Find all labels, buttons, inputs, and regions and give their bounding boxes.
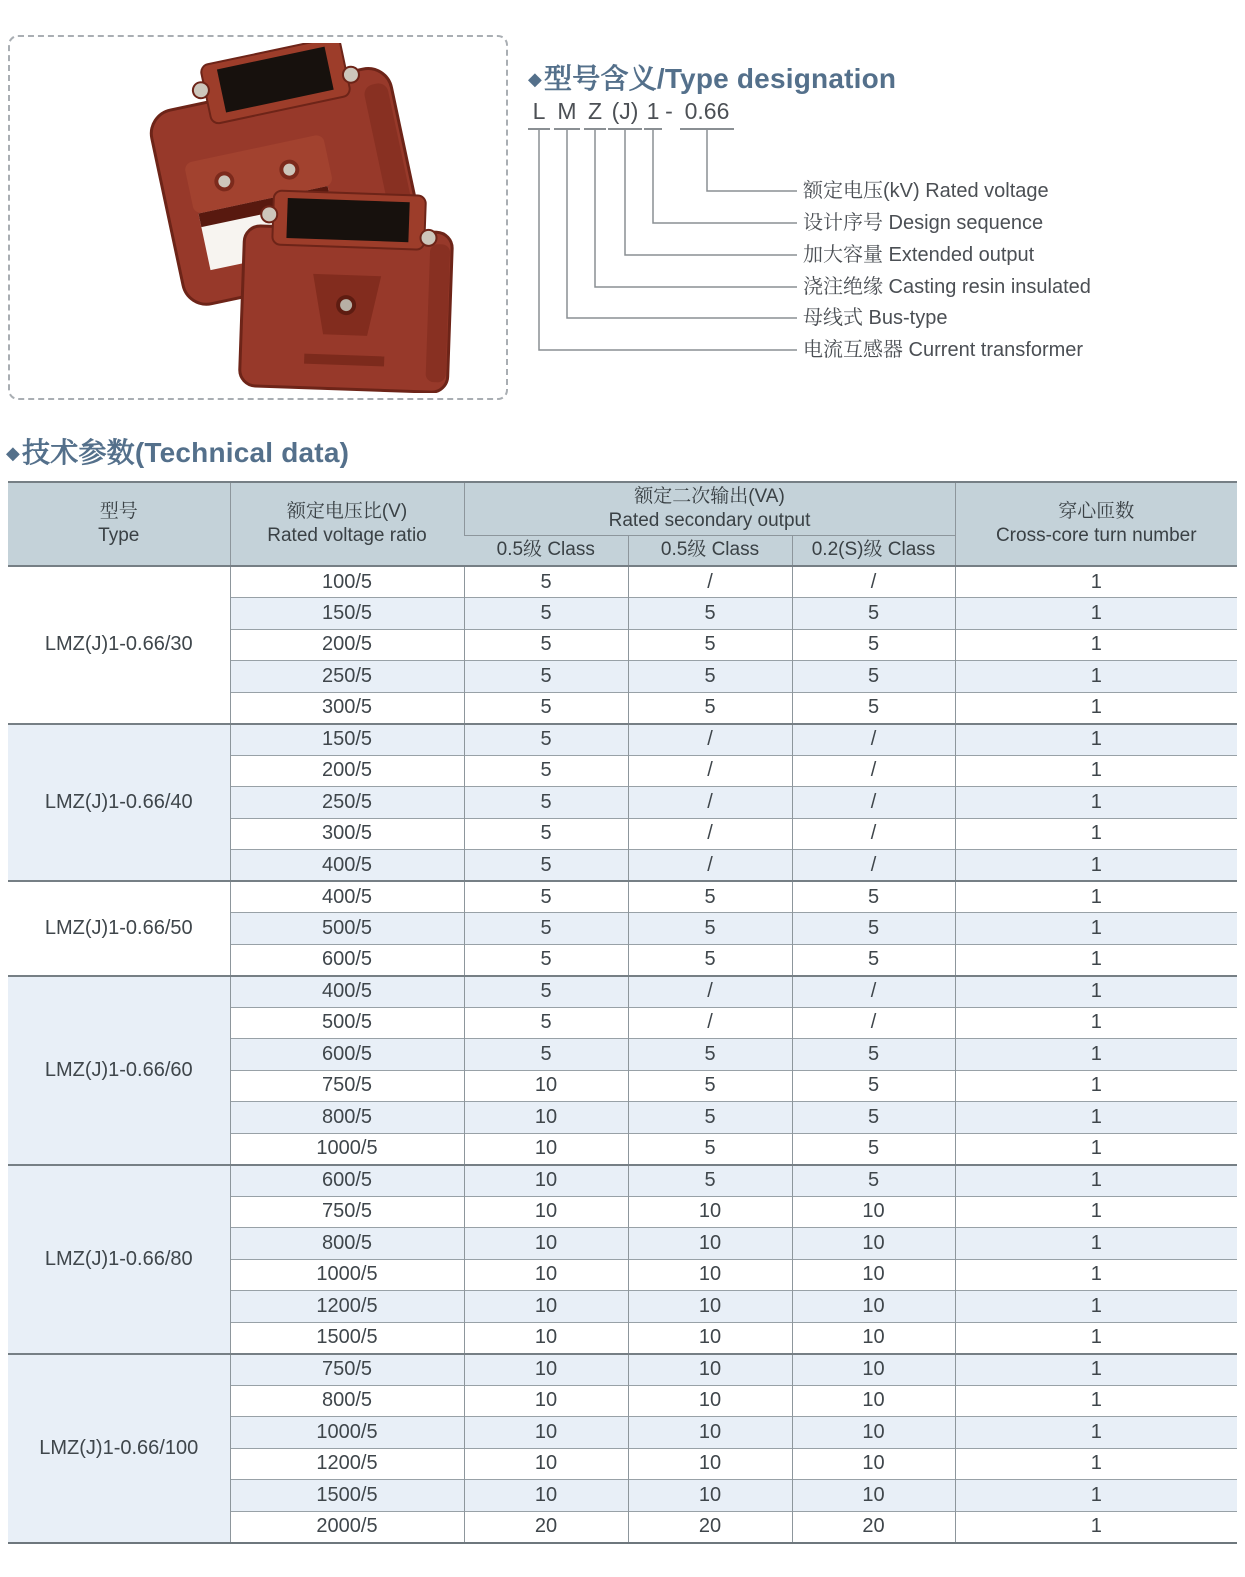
value-cell: 5	[628, 661, 792, 693]
value-cell: 5	[792, 692, 955, 724]
value-cell: /	[628, 724, 792, 756]
value-cell: /	[792, 818, 955, 850]
value-cell: 10	[464, 1133, 628, 1165]
value-cell: 10	[464, 1102, 628, 1134]
value-cell: 5	[792, 661, 955, 693]
type-code-part: 0.66	[680, 98, 734, 130]
subheader-class-1: 0.5级 Class	[464, 535, 628, 566]
header-turns: 穿心匝数 Cross-core turn number	[955, 482, 1237, 566]
value-cell: 10	[464, 1385, 628, 1417]
value-cell: 10	[628, 1354, 792, 1386]
value-cell: 5	[628, 1102, 792, 1134]
value-cell: 1	[955, 661, 1237, 693]
value-cell: 10	[464, 1354, 628, 1386]
value-cell: 10	[464, 1196, 628, 1228]
ratio-cell: 1000/5	[230, 1259, 464, 1291]
value-cell: 10	[628, 1291, 792, 1323]
ratio-cell: 100/5	[230, 566, 464, 598]
value-cell: 1	[955, 1165, 1237, 1197]
value-cell: 10	[464, 1448, 628, 1480]
type-code-label: 设计序号 Design sequence	[803, 212, 1044, 234]
value-cell: 5	[464, 913, 628, 945]
value-cell: 1	[955, 976, 1237, 1008]
ratio-cell: 500/5	[230, 913, 464, 945]
ratio-cell: 1000/5	[230, 1133, 464, 1165]
table-header	[8, 482, 1237, 566]
ratio-cell: 600/5	[230, 1165, 464, 1197]
type-code-part: M	[554, 98, 580, 130]
value-cell: 5	[628, 913, 792, 945]
value-cell: 1	[955, 1070, 1237, 1102]
value-cell: 5	[464, 1039, 628, 1071]
ratio-cell: 300/5	[230, 692, 464, 724]
value-cell: 5	[628, 1039, 792, 1071]
value-cell: /	[628, 976, 792, 1008]
value-cell: 10	[628, 1417, 792, 1449]
value-cell: 5	[792, 1102, 955, 1134]
value-cell: 1	[955, 850, 1237, 882]
value-cell: 5	[464, 818, 628, 850]
type-designation-title: 型号含义/Type designation	[544, 63, 897, 94]
diamond-icon: ◆	[6, 443, 21, 463]
value-cell: 5	[464, 850, 628, 882]
value-cell: /	[628, 566, 792, 598]
value-cell: 5	[464, 629, 628, 661]
ratio-cell: 250/5	[230, 787, 464, 819]
value-cell: 10	[628, 1228, 792, 1260]
type-cell: LMZ(J)1-0.66/50	[8, 881, 230, 976]
product-photo-frame	[8, 35, 508, 400]
ratio-cell: 2000/5	[230, 1511, 464, 1543]
value-cell: 5	[628, 598, 792, 630]
value-cell: 10	[464, 1417, 628, 1449]
value-cell: 20	[792, 1511, 955, 1543]
subheader-class-3: 0.2(S)级 Class	[792, 535, 955, 566]
type-cell: LMZ(J)1-0.66/80	[8, 1165, 230, 1354]
ratio-cell: 300/5	[230, 818, 464, 850]
value-cell: 10	[628, 1448, 792, 1480]
value-cell: 1	[955, 1228, 1237, 1260]
table-row	[8, 1165, 1237, 1197]
value-cell: 5	[792, 1133, 955, 1165]
ratio-cell: 400/5	[230, 976, 464, 1008]
ratio-cell: 750/5	[230, 1196, 464, 1228]
value-cell: 10	[464, 1259, 628, 1291]
value-cell: 10	[464, 1322, 628, 1354]
ratio-cell: 400/5	[230, 850, 464, 882]
value-cell: 10	[792, 1354, 955, 1386]
lower-transformer	[239, 190, 454, 393]
value-cell: 1	[955, 1354, 1237, 1386]
value-cell: 5	[628, 629, 792, 661]
value-cell: 5	[464, 598, 628, 630]
value-cell: 5	[628, 881, 792, 913]
ratio-cell: 750/5	[230, 1070, 464, 1102]
value-cell: /	[792, 755, 955, 787]
table-row	[8, 881, 1237, 913]
ratio-cell: 150/5	[230, 724, 464, 756]
value-cell: 1	[955, 1039, 1237, 1071]
value-cell: 1	[955, 787, 1237, 819]
value-cell: /	[792, 787, 955, 819]
value-cell: 1	[955, 818, 1237, 850]
type-code-part: 1	[644, 98, 662, 130]
ratio-cell: 800/5	[230, 1102, 464, 1134]
value-cell: 1	[955, 1196, 1237, 1228]
value-cell: 5	[792, 629, 955, 661]
value-cell: 10	[792, 1448, 955, 1480]
value-cell: 5	[464, 661, 628, 693]
value-cell: 1	[955, 1480, 1237, 1512]
value-cell: 5	[792, 1165, 955, 1197]
value-cell: 10	[464, 1070, 628, 1102]
type-cell: LMZ(J)1-0.66/60	[8, 976, 230, 1165]
value-cell: 20	[464, 1511, 628, 1543]
value-cell: 5	[628, 944, 792, 976]
value-cell: 10	[628, 1196, 792, 1228]
value-cell: 5	[464, 755, 628, 787]
value-cell: 1	[955, 629, 1237, 661]
value-cell: 1	[955, 1291, 1237, 1323]
value-cell: 10	[792, 1385, 955, 1417]
type-cell: LMZ(J)1-0.66/40	[8, 724, 230, 882]
value-cell: 5	[628, 692, 792, 724]
value-cell: 5	[464, 724, 628, 756]
table-row	[8, 724, 1237, 756]
value-cell: 5	[464, 881, 628, 913]
ratio-cell: 1200/5	[230, 1291, 464, 1323]
value-cell: 1	[955, 1259, 1237, 1291]
value-cell: 1	[955, 1417, 1237, 1449]
value-cell: 10	[464, 1291, 628, 1323]
value-cell: 5	[792, 913, 955, 945]
ratio-cell: 200/5	[230, 755, 464, 787]
value-cell: 10	[464, 1228, 628, 1260]
table-row	[8, 1354, 1237, 1386]
value-cell: 10	[628, 1480, 792, 1512]
value-cell: 5	[464, 1007, 628, 1039]
ratio-cell: 1200/5	[230, 1448, 464, 1480]
header-type: 型号 Type	[8, 482, 230, 566]
value-cell: 10	[792, 1259, 955, 1291]
type-code-label: 加大容量 Extended output	[803, 244, 1035, 266]
ratio-cell: 250/5	[230, 661, 464, 693]
product-photo	[44, 43, 474, 393]
ratio-cell: 1500/5	[230, 1480, 464, 1512]
header-secondary-output: 额定二次输出(VA) Rated secondary output	[464, 482, 955, 535]
technical-data-title: 技术参数(Technical data)	[22, 437, 350, 468]
type-code-label: 额定电压(kV) Rated voltage	[803, 180, 1049, 202]
value-cell: 5	[628, 1070, 792, 1102]
value-cell: /	[628, 755, 792, 787]
value-cell: 5	[792, 598, 955, 630]
value-cell: 20	[628, 1511, 792, 1543]
value-cell: 10	[792, 1196, 955, 1228]
value-cell: /	[628, 818, 792, 850]
ratio-cell: 400/5	[230, 881, 464, 913]
value-cell: 5	[464, 976, 628, 1008]
value-cell: 1	[955, 881, 1237, 913]
diamond-icon: ◆	[528, 69, 543, 89]
value-cell: 1	[955, 1102, 1237, 1134]
value-cell: /	[792, 850, 955, 882]
type-code-connector-lines	[520, 127, 805, 362]
value-cell: /	[792, 976, 955, 1008]
value-cell: 10	[792, 1228, 955, 1260]
value-cell: 1	[955, 1133, 1237, 1165]
value-cell: 5	[464, 787, 628, 819]
value-cell: 10	[464, 1480, 628, 1512]
ratio-cell: 150/5	[230, 598, 464, 630]
value-cell: 5	[464, 566, 628, 598]
value-cell: /	[792, 724, 955, 756]
type-code-label: 电流互感器 Current transformer	[803, 339, 1084, 361]
type-cell: LMZ(J)1-0.66/30	[8, 566, 230, 724]
value-cell: 5	[792, 1039, 955, 1071]
value-cell: /	[792, 1007, 955, 1039]
ratio-cell: 200/5	[230, 629, 464, 661]
value-cell: /	[628, 850, 792, 882]
value-cell: 1	[955, 1007, 1237, 1039]
value-cell: 5	[628, 1165, 792, 1197]
value-cell: 5	[628, 1133, 792, 1165]
value-cell: 10	[792, 1417, 955, 1449]
value-cell: 1	[955, 913, 1237, 945]
ratio-cell: 800/5	[230, 1385, 464, 1417]
value-cell: 5	[792, 944, 955, 976]
header-row	[8, 482, 1237, 535]
table-row	[8, 976, 1237, 1008]
ratio-cell: 1500/5	[230, 1322, 464, 1354]
type-designation-heading	[528, 57, 896, 97]
value-cell: 10	[792, 1322, 955, 1354]
technical-data-table	[8, 481, 1237, 1544]
value-cell: 1	[955, 598, 1237, 630]
value-cell: 5	[792, 1070, 955, 1102]
value-cell: 1	[955, 724, 1237, 756]
value-cell: 10	[792, 1480, 955, 1512]
table-body	[8, 566, 1237, 1543]
value-cell: 1	[955, 1511, 1237, 1543]
technical-data-heading	[6, 431, 349, 471]
value-cell: 1	[955, 1322, 1237, 1354]
ratio-cell: 1000/5	[230, 1417, 464, 1449]
table-row	[8, 566, 1237, 598]
type-code-label: 浇注绝缘 Casting resin insulated	[803, 276, 1091, 298]
value-cell: 5	[464, 692, 628, 724]
value-cell: /	[628, 787, 792, 819]
value-cell: 10	[628, 1322, 792, 1354]
value-cell: 1	[955, 692, 1237, 724]
value-cell: 5	[464, 944, 628, 976]
value-cell: 1	[955, 1448, 1237, 1480]
type-cell: LMZ(J)1-0.66/100	[8, 1354, 230, 1543]
value-cell: /	[628, 1007, 792, 1039]
ratio-cell: 800/5	[230, 1228, 464, 1260]
value-cell: 1	[955, 944, 1237, 976]
header-ratio: 额定电压比(V) Rated voltage ratio	[230, 482, 464, 566]
value-cell: 1	[955, 1385, 1237, 1417]
type-code-label: 母线式 Bus-type	[803, 307, 948, 329]
value-cell: 10	[792, 1291, 955, 1323]
value-cell: 1	[955, 566, 1237, 598]
value-cell: 10	[628, 1259, 792, 1291]
type-code-part: -	[665, 98, 673, 124]
ratio-cell: 600/5	[230, 944, 464, 976]
value-cell: 5	[792, 881, 955, 913]
ratio-cell: 500/5	[230, 1007, 464, 1039]
value-cell: 10	[464, 1165, 628, 1197]
value-cell: 10	[628, 1385, 792, 1417]
type-code-part: Z	[584, 98, 606, 130]
type-code-part: L	[528, 98, 550, 130]
subheader-class-2: 0.5级 Class	[628, 535, 792, 566]
value-cell: 1	[955, 755, 1237, 787]
value-cell: /	[792, 566, 955, 598]
type-code-part: (J)	[608, 98, 642, 130]
ratio-cell: 600/5	[230, 1039, 464, 1071]
ratio-cell: 750/5	[230, 1354, 464, 1386]
